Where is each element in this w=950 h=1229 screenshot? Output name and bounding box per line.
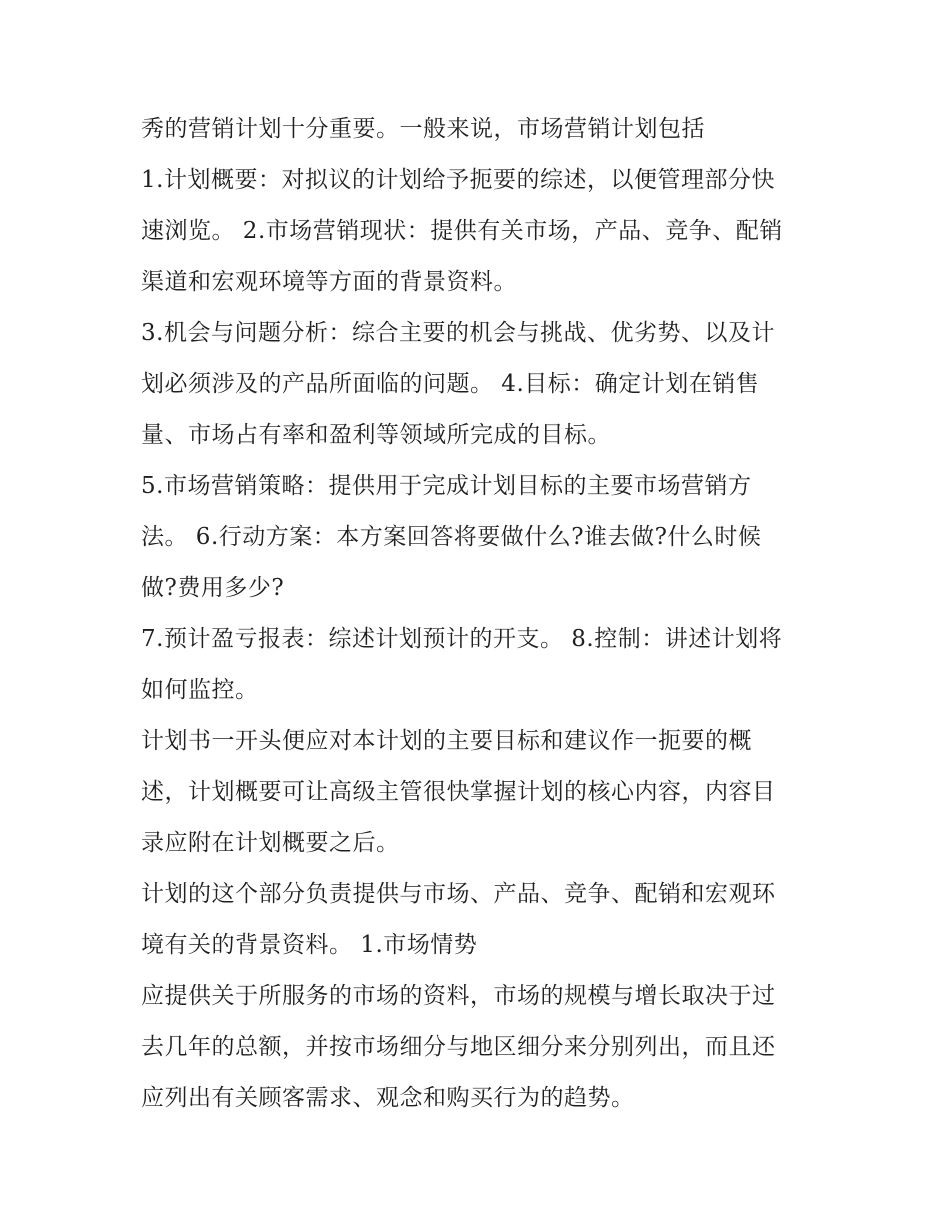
text-line: 秀的营销计划十分重要。一般来说，市场营销计划包括 — [141, 116, 705, 142]
body-text — [141, 104, 821, 1124]
text-line: 应列出有关顾客需求、观念和购买行为的趋势。 — [141, 1085, 635, 1111]
text-line: 3.机会与问题分析：综合主要的机会与挑战、优劣势、以及计 — [141, 320, 775, 346]
text-line: 去几年的总额，并按市场细分与地区细分来分别列出，而且还 — [141, 1034, 776, 1060]
text-line: 7.预计盈亏报表：综述计划预计的开支。 8.控制：讲述计划将 — [141, 626, 783, 652]
text-line: 做?费用多少? — [141, 575, 285, 601]
text-line: 计划书一开头便应对本计划的主要目标和建议作一扼要的概 — [141, 728, 752, 754]
text-line: 速浏览。 2.市场营销现状：提供有关市场，产品、竞争、配销 — [141, 218, 783, 244]
text-line: 法。 6.行动方案：本方案回答将要做什么?谁去做?什么时候 — [141, 524, 762, 550]
text-line: 录应附在计划概要之后。 — [141, 830, 400, 856]
text-line: 应提供关于所服务的市场的资料，市场的规模与增长取决于过 — [141, 983, 776, 1009]
text-line: 述，计划概要可让高级主管很快掌握计划的核心内容，内容目 — [141, 779, 776, 805]
text-line: 渠道和宏观环境等方面的背景资料。 — [141, 269, 517, 295]
text-line: 境有关的背景资料。 1.市场情势 — [141, 932, 478, 958]
text-line: 1.计划概要：对拟议的计划给予扼要的综述，以便管理部分快 — [141, 167, 775, 193]
text-line: 计划的这个部分负责提供与市场、产品、竞争、配销和宏观环 — [141, 881, 776, 907]
text-line: 5.市场营销策略：提供用于完成计划目标的主要市场营销方 — [141, 473, 752, 499]
text-line: 量、市场占有率和盈利等领域所完成的目标。 — [141, 422, 611, 448]
text-line: 如何监控。 — [141, 677, 259, 703]
text-line: 划必须涉及的产品所面临的问题。 4.目标：确定计划在销售 — [141, 371, 760, 397]
